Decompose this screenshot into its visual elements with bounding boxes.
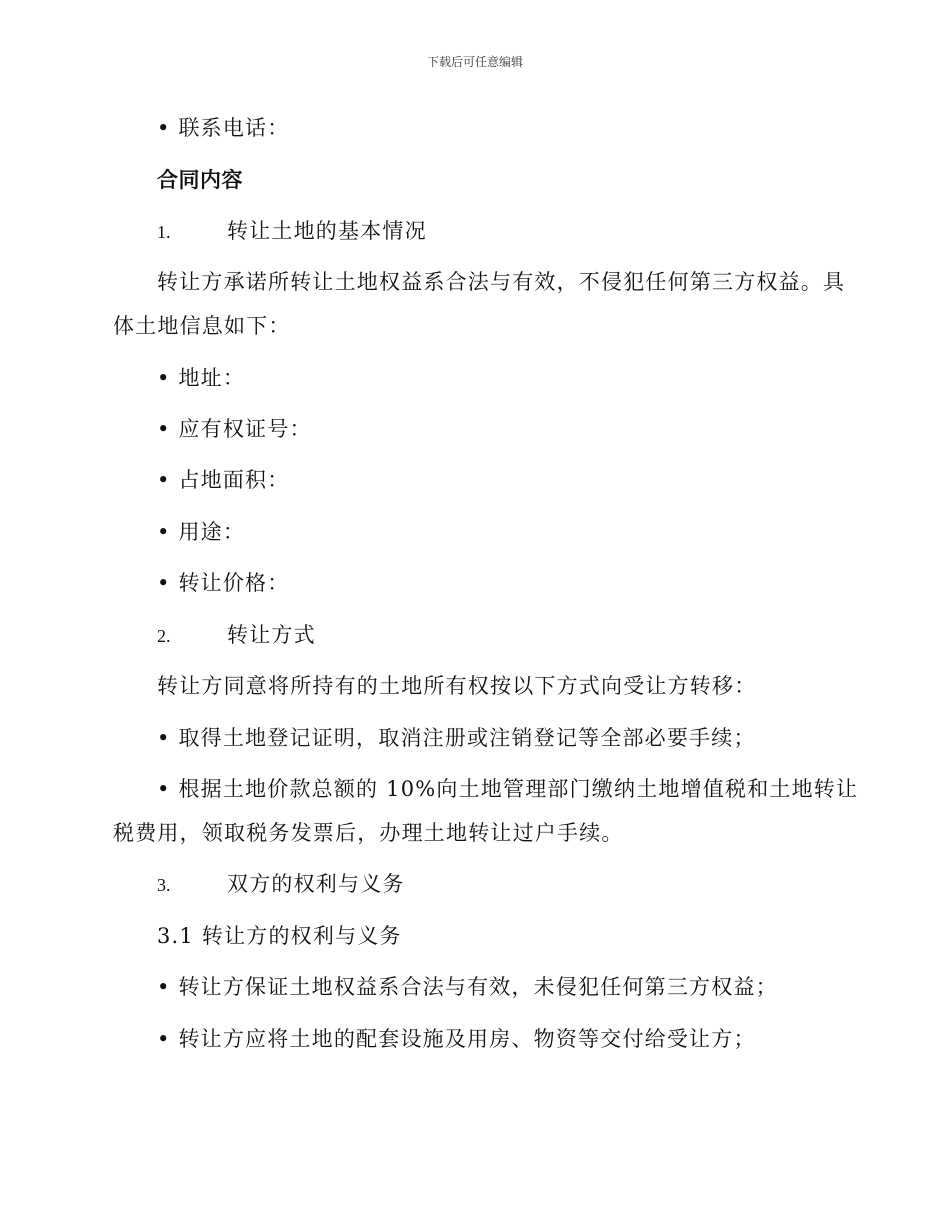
subsection-3-1-item-1: • 转让方保证土地权益系合法与有效，未侵犯任何第三方权益； xyxy=(157,975,778,999)
certificate-number-line: • 应有权证号： xyxy=(157,417,312,441)
section-2-item-2-line-2: 税费用，领取税务发票后，办理土地转让过户手续。 xyxy=(113,821,624,845)
section-2-number: 2. xyxy=(157,626,171,646)
section-2-item-2-line-1: • 根据土地价款总额的 10%向土地管理部门缴纳土地增值税和土地转让 xyxy=(157,777,859,801)
section-2-paragraph: 转让方同意将所持有的土地所有权按以下方式向受让方转移： xyxy=(157,674,757,698)
section-3-number: 3. xyxy=(157,875,171,895)
address-line: • 地址： xyxy=(157,366,246,390)
section-1-heading xyxy=(157,217,427,246)
section-1-number: 1. xyxy=(157,222,171,242)
section-3-heading xyxy=(157,870,405,899)
section-1-title: 转让土地的基本情况 xyxy=(227,219,427,243)
section-1-paragraph-line-1: 转让方承诺所转让土地权益系合法与有效，不侵犯任何第三方权益。具 xyxy=(157,270,846,294)
section-2-item-1: • 取得土地登记证明，取消注册或注销登记等全部必要手续； xyxy=(157,726,756,750)
land-usage-line: • 用途： xyxy=(157,520,246,544)
contact-phone-line: • 联系电话： xyxy=(157,116,290,140)
page-header: 下载后可任意编辑 xyxy=(426,55,523,69)
section-2-heading xyxy=(157,621,316,650)
section-3-title: 双方的权利与义务 xyxy=(227,872,405,896)
subsection-3-1-title: 3.1 转让方的权利与义务 xyxy=(157,924,402,948)
section-2-title: 转让方式 xyxy=(227,623,316,647)
contract-content-heading: 合同内容 xyxy=(157,168,243,192)
land-area-line: • 占地面积： xyxy=(157,468,290,492)
transfer-price-line: • 转让价格： xyxy=(157,571,290,595)
subsection-3-1-item-2: • 转让方应将土地的配套设施及用房、物资等交付给受让方； xyxy=(157,1027,756,1051)
section-1-paragraph-line-2: 体土地信息如下： xyxy=(113,314,291,338)
